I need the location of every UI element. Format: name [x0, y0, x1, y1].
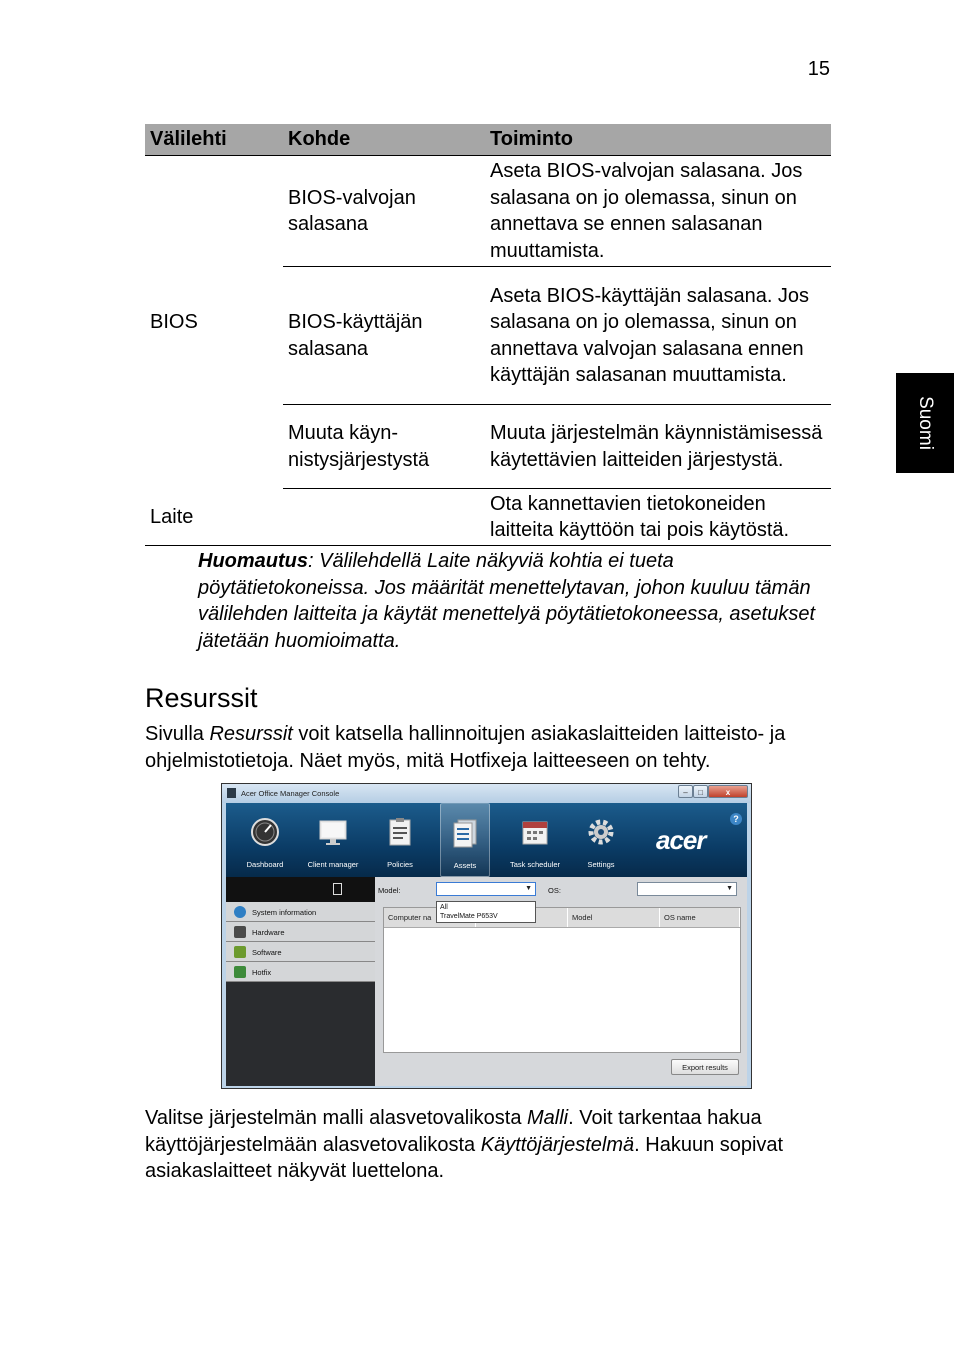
os-label: OS: [548, 886, 561, 895]
hardware-icon [234, 926, 246, 938]
toolbar-label: Settings [587, 860, 615, 869]
sidebar-item-hotfix[interactable] [226, 962, 375, 982]
chevron-down-icon: ▼ [525, 885, 532, 892]
table-cell-item [283, 489, 485, 546]
model-dropdown-list [436, 901, 536, 923]
table-header-tab: Välilehti [145, 124, 283, 156]
filter-bar [375, 877, 747, 902]
page-number: 15 [807, 58, 830, 80]
note [198, 548, 823, 654]
para-text: . Voit tarkentaa hakua käyttöjärjestelmään alasvetovalikosta [145, 1107, 762, 1156]
intro-paragraph [145, 721, 835, 774]
dropdown-option-model[interactable]: TravelMate P653V [440, 913, 498, 920]
column-header-model[interactable]: Model [568, 908, 660, 927]
table-header-item: Kohde [283, 124, 485, 156]
language-side-tab [896, 373, 954, 473]
maximize-button[interactable]: □ [693, 785, 708, 798]
os-select[interactable] [637, 882, 737, 896]
toolbar-task-scheduler[interactable] [504, 803, 566, 877]
close-button[interactable]: x [708, 785, 748, 798]
column-header-os-name[interactable]: OS name [660, 908, 740, 927]
toolbar-label: Client manager [307, 860, 359, 869]
table-cell-action: Muuta järjestelmän käynnistämisessä käytettävien laitteiden järjestystä. [485, 405, 831, 489]
help-icon[interactable]: ? [730, 813, 742, 825]
chevron-down-icon: ▼ [726, 885, 733, 892]
monitor-icon [318, 817, 348, 847]
clipboard-icon [385, 817, 415, 847]
toolbar-assets[interactable] [440, 803, 490, 877]
table-row [145, 489, 831, 546]
table-header-action: Toiminto [485, 124, 831, 156]
toolbar-label: Assets [453, 861, 477, 870]
table-cell-action: Ota kannettavien tietokoneiden laitteita käyttöön tai pois käytöstä. [485, 489, 831, 546]
table-cell-action: Aseta BIOS-käyttäjän salasana. Jos salasana on jo olemassa, sinun on annettava valvojan salasana ennen käyttäjän salasanan muuttamista. [485, 267, 831, 405]
table-cell-item: BIOS-valvojan salasana [283, 156, 485, 267]
toolbar-label: Dashboard [246, 860, 284, 869]
hotfix-icon [234, 966, 246, 978]
column-header-computer-name[interactable]: Computer na [384, 908, 476, 927]
sidebar-item-label: System information [252, 908, 317, 917]
toolbar-settings[interactable] [576, 803, 626, 877]
calendar-icon [520, 817, 550, 847]
para-text: Valitse järjestelmän malli alasvetovalikosta [145, 1107, 528, 1129]
table-cell-item: Muuta käyn-nistysjärjestystä [283, 405, 485, 489]
results-grid [383, 907, 741, 1053]
toolbar-label: Policies [387, 860, 413, 869]
gear-icon [586, 817, 616, 847]
side-tab-label: Suomi [915, 396, 936, 450]
para-text: . Hakuun sopivat asiakaslaitteet näkyvät luettelona. [145, 1133, 784, 1182]
minimize-button[interactable]: – [678, 785, 693, 798]
instructions-paragraph [145, 1105, 835, 1185]
table-cell-item: BIOS-käyttäjän salasana [283, 267, 485, 405]
acer-logo: acer [656, 825, 706, 855]
export-results-button[interactable]: Export results [671, 1059, 739, 1075]
document-icon [333, 883, 342, 895]
app-icon [227, 788, 236, 798]
toolbar-dashboard[interactable] [234, 803, 296, 877]
dropdown-option-all[interactable]: All [440, 904, 448, 911]
window-title: Acer Office Manager Console [241, 789, 340, 798]
window-titlebar [222, 784, 751, 803]
table-cell-tab: Laite [145, 489, 283, 546]
para-emphasis: Malli [527, 1107, 569, 1129]
para-text: voit katsella hallinnoitujen asiakaslaitteiden laitteisto- ja ohjelmistotietoja. Näet myös, mitä Hotfixeja laitteeseen on tehty. [145, 723, 786, 772]
toolbar-policies[interactable] [376, 803, 424, 877]
sidebar-item-software[interactable] [226, 942, 375, 962]
software-icon [234, 946, 246, 958]
section-heading: Resurssit [145, 683, 258, 713]
note-text: : Välilehdellä Laite näkyviä kohtia ei tueta pöytätietokoneissa. Jos määrität menettelytavan, johon kuuluu tämän välilehden laitteita ja käytät menettelyä pöytätietokoneessa, asetukset jätetään huomioimatta. [198, 550, 816, 652]
table-cell-action: Aseta BIOS-valvojan salasana. Jos salasana on jo olemassa, sinun on annettava se ennen salasanan muuttamista. [485, 156, 831, 267]
app-window-screenshot [221, 783, 752, 1089]
assets-sidebar [226, 877, 375, 1086]
para-text: Sivulla [145, 723, 210, 745]
table-header-row [145, 124, 831, 156]
table-cell-tab: BIOS [150, 311, 198, 333]
table-row [145, 156, 831, 267]
document-list-icon [450, 818, 480, 848]
dashboard-gauge-icon [250, 817, 280, 847]
sidebar-item-system-information[interactable] [226, 902, 375, 922]
sidebar-item-label: Software [252, 948, 282, 957]
model-label: Model: [378, 886, 401, 895]
info-icon [234, 906, 246, 918]
model-select[interactable] [436, 882, 536, 896]
note-label: Huomautus [198, 550, 308, 572]
settings-table [145, 124, 831, 546]
sidebar-item-label: Hardware [252, 928, 285, 937]
para-emphasis: Käyttöjärjestelmä [480, 1133, 635, 1156]
toolbar-client-manager[interactable] [300, 803, 366, 877]
sidebar-header [226, 877, 375, 902]
sidebar-item-label: Hotfix [252, 968, 272, 977]
toolbar-label: Task scheduler [509, 860, 561, 869]
main-toolbar [226, 803, 747, 877]
para-emphasis: Resurssit [209, 723, 293, 745]
sidebar-item-hardware[interactable] [226, 922, 375, 942]
assets-main-panel [375, 877, 747, 1086]
